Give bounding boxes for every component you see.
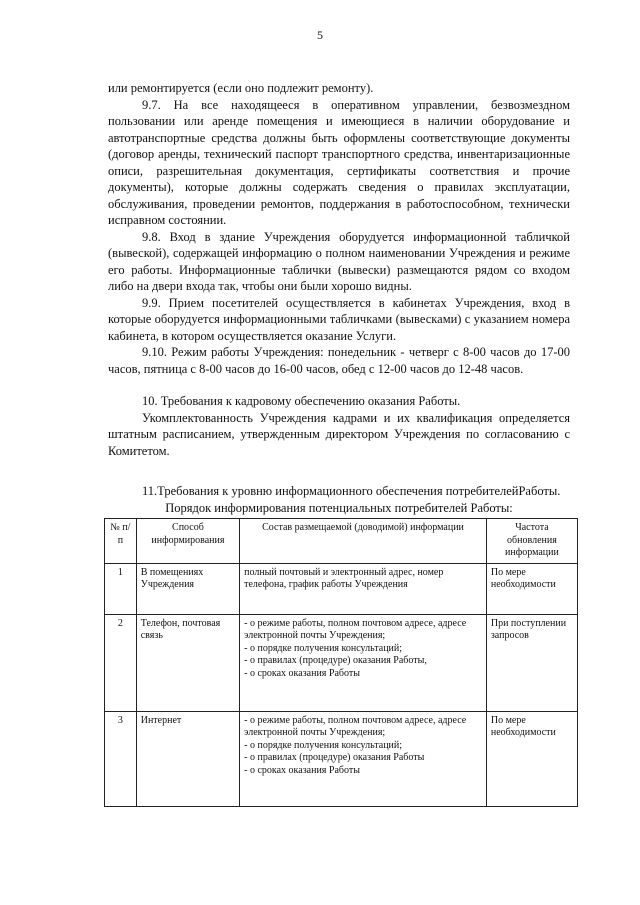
page-number: 5	[317, 28, 323, 42]
paragraph-9-10: 9.10. Режим работы Учреждения: понедельник - четверг с 8-00 часов до 17-00 часов, пятница с 8-00 часов до 16-00 часов, обед с 12-00 часов до 12-48 часов.	[108, 345, 570, 376]
content-line: - о сроках оказания Работы	[244, 668, 482, 681]
row-content	[240, 563, 487, 614]
row-method: Интернет	[136, 711, 239, 806]
row-method: Телефон, почтовая связь	[136, 614, 239, 711]
content-line: - о правилах (процедуре) оказания Работы	[244, 752, 482, 765]
row-frequency: При поступлении запросов	[486, 614, 577, 711]
paragraph-9-9: 9.9. Прием посетителей осуществляется в кабинетах Учреждения, вход в которые оборудуется информационными табличками (вывесками) с указанием номера кабинета, в котором осуществляется оказание Услуги.	[108, 295, 570, 343]
content-line: - о правилах (процедуре) оказания Работы,	[244, 655, 482, 668]
table-header-row	[105, 519, 578, 564]
row-method: В помещениях Учреждения	[136, 563, 239, 614]
header-no: № п/п	[105, 519, 137, 564]
table-title: Порядок информирования потенциальных потребителей Работы:	[165, 500, 513, 515]
table-row	[105, 614, 578, 711]
row-content	[240, 711, 487, 806]
section-11-title: 11.Требования к уровню информационного обеспечения потребителейРаботы.	[142, 484, 561, 498]
table-row	[105, 563, 578, 614]
row-frequency: По мере необходимости	[486, 563, 577, 614]
row-number: 1	[105, 563, 137, 614]
row-number: 3	[105, 711, 137, 806]
row-content	[240, 614, 487, 711]
section-10-title: 10. Требования к кадровому обеспечению оказания Работы.	[142, 394, 461, 408]
paragraph-9-8: 9.8. Вход в здание Учреждения оборудуется информационной табличкой (вывеской), содержащей информацию о полном наименовании Учреждения и режиме его работы. Информационные таблички (вывески) размещаются рядом со входом либо на двери входа так, чтобы они были хорошо видны.	[108, 229, 570, 293]
header-content: Состав размещаемой (доводимой) информации	[240, 519, 487, 564]
table-row	[105, 711, 578, 806]
row-frequency: По мере необходимости	[486, 711, 577, 806]
content-line: - о порядке получения консультаций;	[244, 643, 482, 656]
content-line: - о режиме работы, полном почтовом адресе, адресе электронной почты Учреждения;	[244, 618, 482, 643]
paragraph-continuation: или ремонтируется (если оно подлежит ремонту).	[108, 81, 374, 95]
document-body	[108, 80, 570, 807]
header-frequency: Частота обновления информации	[486, 519, 577, 564]
content-line: полный почтовый и электронный адрес, номер телефона, график работы Учреждения	[244, 566, 444, 590]
section-10-text: Укомплектованность Учреждения кадрами и их квалификация определяется штатным расписанием, утвержденным директором Учреждения по согласованию с Комитетом.	[108, 410, 570, 458]
paragraph-9-7: 9.7. На все находящееся в оперативном управлении, безвозмездном пользовании или аренде помещения и имеющиеся в наличии оборудование и автотранспортные средства должны быть оформлены соответствующие документы (договор аренды, технический паспорт транспортного средства, инвентаризационные описи, разрешительная документация, сертификаты соответствия и прочие документы), которые должны содержать сведения о правилах эксплуатации, обслуживания, проведении ремонтов, поддержания в работоспособном, технически исправном состоянии.	[108, 97, 570, 227]
header-method: Способ информирования	[136, 519, 239, 564]
row-number: 2	[105, 614, 137, 711]
content-line: - о порядке получения консультаций;	[244, 740, 482, 753]
information-table	[104, 518, 578, 807]
content-line: - о сроках оказания Работы	[244, 765, 482, 778]
content-line: - о режиме работы, полном почтовом адресе, адресе электронной почты Учреждения;	[244, 715, 482, 740]
